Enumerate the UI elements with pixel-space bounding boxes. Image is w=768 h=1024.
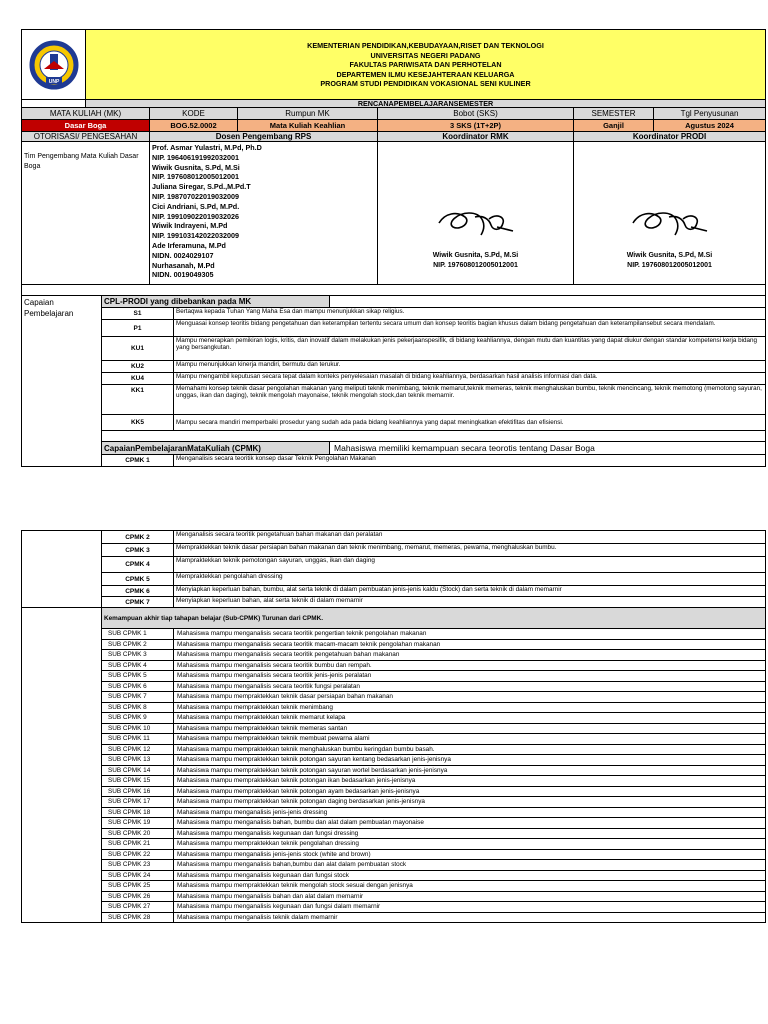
label-otorisasi: OTORISASI/ PENGESAHAN	[22, 132, 150, 142]
sub-cpmk-code: SUB CPMK 23	[102, 860, 174, 871]
sub-cpmk-code: SUB CPMK 11	[102, 734, 174, 745]
institution-header	[86, 30, 766, 100]
sub-cpmk-text: Mahasiswa mampu menganalisis secara teoritik pengertian teknik pengolahan makanan	[174, 629, 766, 640]
dosen-line: NIDN. 0024029107	[152, 250, 214, 260]
cpmk-text: Menganalisis secara teoritik konsep dasar Teknik Pengolahan Makanan	[174, 455, 766, 467]
sub-cpmk-code: SUB CPMK 16	[102, 786, 174, 797]
cpmk-summary: Mahasiswa memiliki kemampuan secara teorotis tentang Dasar Boga	[330, 442, 766, 455]
sub-cpmk-code: SUB CPMK 21	[102, 839, 174, 850]
capaian-label: Capaian Pembelajaran	[22, 296, 102, 467]
faculty-line: FAKULTAS PARIWISATA DAN PERHOTELAN	[349, 60, 502, 70]
sub-cpmk-text: Mahasiswa mampu menganalisis kegunaan dan fungsi dalam memarnir	[174, 902, 766, 913]
cpmk-text: Mampraktekkan teknik pemotongan sayuran, unggas, ikan dan daging	[174, 557, 766, 573]
cpl-code: S1	[102, 308, 174, 320]
team-label: Tim Pengembang Mata Kuliah Dasar Boga	[22, 142, 150, 285]
dosen-line: NIP. 199109022019032026	[152, 211, 239, 221]
dosen-line: Ade Irferamuna, M.Pd	[152, 240, 226, 250]
sub-cpmk-code: SUB CPMK 7	[102, 692, 174, 703]
sub-cpmk-code: SUB CPMK 6	[102, 681, 174, 692]
document-title: RENCANAPEMBELAJARANSEMESTER	[86, 100, 766, 108]
label-semester: SEMESTER	[574, 108, 654, 120]
cpl-text: Memahami konsep teknik dasar pengolahan makanan yang meliputi teknik menimbang, teknik memarut,teknik memeras, teknik menghaluskan bumbu, teknik mencincang, teknik memotong (memotong sayuran, unggas, ikan dan daging), teknik mengolah mayonaise, teknik mengolah stock,dan teknik memarnir.	[174, 385, 766, 415]
dosen-line: Cici Andriani, S.Pd, M.Pd.	[152, 201, 240, 211]
sub-cpmk-text: Mahasiswa mampu mempraktekkan teknik potongan sayuran kentang bedasarkan jenis-jenisnya	[174, 755, 766, 766]
cpl-code: KU2	[102, 361, 174, 373]
cpmk-text: Menganalisis secara teoritik pengetahuan bahan makanan dan peralatan	[174, 531, 766, 544]
dosen-line: Juliana Siregar, S.Pd.,M.Pd.T	[152, 182, 251, 192]
sub-cpmk-code: SUB CPMK 12	[102, 744, 174, 755]
sub-cpmk-code: SUB CPMK 10	[102, 723, 174, 734]
sub-cpmk-text: Mahasiswa mampu menganalisis bahan, bumbu dan alat dalam pembuatan mayonaise	[174, 818, 766, 829]
rmk-name: Wiwik Gusnita, S.Pd, M.Si	[432, 252, 519, 259]
dosen-line: NIP. 199103142022032009	[152, 231, 239, 241]
cpl-text: Mampu mengambil keputusan secara tepat dalam konteks penyelesaian masalah di bidang keahliannya, berdasarkan hasil analisis informasi dan data.	[174, 373, 766, 385]
dosen-line: Wiwik Gusnita, S.Pd, M.Si	[152, 162, 240, 172]
sub-cpmk-text: Mahasiswa mampu mempraktekkan teknik membuat pewarna alami	[174, 734, 766, 745]
cpl-text: Menguasai konsep teoritis bidang pengetahuan dan keterampilan tertentu secara umum dan konsep teoritis bagian khusus dalam bidang pengetahuan dan keterampilansebut secara mendalam.	[174, 320, 766, 337]
capaian-table	[21, 295, 766, 467]
university-logo	[24, 35, 84, 95]
rmk-nip: NIP. 197608012005012001	[433, 261, 518, 269]
sub-cpmk-code: SUB CPMK 24	[102, 870, 174, 881]
label-mata-kuliah: MATA KULIAH (MK)	[22, 108, 150, 120]
sub-cpmk-text: Mahasiswa mampu mempraktekkan teknik potongan sayuran wortel berdasarkan jenis-jenisnya	[174, 765, 766, 776]
sub-cpmk-text: Mahasiswa mampu mempraktekkan teknik mengolah stock sesuai dengan jenisnya	[174, 881, 766, 892]
sub-cpmk-text: Mahasiswa mampu mempraktekkan teknik menghaluskan bumbu keringdan bumbu basah.	[174, 744, 766, 755]
logo-text: UNP	[48, 78, 59, 85]
sub-cpmk-code: SUB CPMK 17	[102, 797, 174, 808]
sub-cpmk-code: SUB CPMK 28	[102, 912, 174, 923]
sub-cpmk-text: Mahasiswa mampu mempraktekkan teknik memarut kelapa	[174, 713, 766, 724]
sub-cpmk-code: SUB CPMK 1	[102, 629, 174, 640]
cpmk-code: CPMK 3	[102, 544, 174, 557]
sub-cpmk-code: SUB CPMK 22	[102, 849, 174, 860]
value-kode: BOG.52.0002	[150, 120, 238, 132]
sub-cpmk-text: Mahasiswa mampu menganalisis secara teoritik macam-macam teknik pengolahan makanan	[174, 639, 766, 650]
cpmk-title: CapaianPembelajaranMataKuliah (CPMK)	[102, 442, 330, 455]
cpmk-code: CPMK 2	[102, 531, 174, 544]
program-line: PROGRAM STUDI PENDIDIKAN VOKASIONAL SENI KULINER	[320, 79, 531, 89]
label-koordinator-prodi: Koordinator PRODI	[574, 132, 766, 142]
sub-cpmk-text: Mahasiswa mampu menganalisis secara teoritik fungsi peralatan	[174, 681, 766, 692]
sub-cpmk-code: SUB CPMK 18	[102, 807, 174, 818]
value-rumpun: Mata Kuliah Keahlian	[238, 120, 378, 132]
sub-cpmk-code: SUB CPMK 2	[102, 639, 174, 650]
ministry-line: KEMENTERIAN PENDIDIKAN,KEBUDAYAAN,RISET DAN TEKNOLOGI	[307, 41, 544, 51]
sub-cpmk-text: Mahasiswa mampu menganalisis kegunaan dan fungsi stock	[174, 870, 766, 881]
sub-cpmk-code: SUB CPMK 9	[102, 713, 174, 724]
sub-cpmk-text: Mahasiswa mampu menganalisis secara teoritik jenis-jenis peralatan	[174, 671, 766, 682]
value-mata-kuliah: Dasar Boga	[22, 120, 150, 132]
sub-cpmk-code: SUB CPMK 19	[102, 818, 174, 829]
sub-cpmk-text: Mahasiswa mampu menganalisis teknik dalam memarnir	[174, 912, 766, 923]
sub-cpmk-code: SUB CPMK 3	[102, 650, 174, 661]
sub-cpmk-code: SUB CPMK 27	[102, 902, 174, 913]
cpl-code: KK5	[102, 415, 174, 431]
cpmk-table	[21, 530, 766, 923]
sub-cpmk-code: SUB CPMK 20	[102, 828, 174, 839]
cpl-text: Mampu secara mandiri memperbaiki prosedur yang sudah ada pada bidang keahliannya yang dapat meningkatkan efektifitas dan efisiensi.	[174, 415, 766, 431]
dosen-line: NIDN. 0019049305	[152, 270, 214, 280]
sub-cpmk-code: SUB CPMK 25	[102, 881, 174, 892]
sub-cpmk-text: Mahasiswa mampu menganalisis secara teoritik bumbu dan rempah.	[174, 660, 766, 671]
value-semester: Ganjil	[574, 120, 654, 132]
label-tgl: Tgl Penyusunan	[654, 108, 766, 120]
cpl-text: Bertaqwa kepada Tuhan Yang Maha Esa dan mampu menunjukkan sikap religius.	[174, 308, 766, 320]
dosen-list	[150, 142, 378, 285]
cpl-text: Mampu menerapkan pemikiran logis, kritis, dan inovatif dalam melakukan jenis pekerjaanspesifik, di bidang keahliannya, dengan mutu dan kuantitas yang dapat diukur dengan standar kompetensi kerja bidang yang bersangkutan.	[174, 337, 766, 361]
label-kode: KODE	[150, 108, 238, 120]
sub-cpmk-code: SUB CPMK 15	[102, 776, 174, 787]
prodi-name: Wiwik Gusnita, S.Pd, M.Si	[626, 252, 713, 259]
cpl-code: P1	[102, 320, 174, 337]
sub-cpmk-text: Mahasiswa mampu menganalisis bahan dan alat dalam memarnir	[174, 891, 766, 902]
label-koordinator-rmk: Koordinator RMK	[378, 132, 574, 142]
sub-cpmk-title: Kemampuan akhir tiap tahapan belajar (Sub-CPMK) Turunan dari CPMK.	[102, 608, 766, 629]
sub-cpmk-text: Mahasiswa mampu mempraktekkan teknik menimbang	[174, 702, 766, 713]
cpl-code: KU4	[102, 373, 174, 385]
rmk-signature-block	[378, 142, 574, 285]
sub-cpmk-code: SUB CPMK 5	[102, 671, 174, 682]
sub-cpmk-code: SUB CPMK 4	[102, 660, 174, 671]
label-rumpun: Rumpun MK	[238, 108, 378, 120]
sub-cpmk-text: Mahasiswa mampu menganalisis secara teoritik pengetahuan bahan makanan	[174, 650, 766, 661]
prodi-nip: NIP. 197608012005012001	[627, 261, 712, 269]
sub-cpmk-text: Mahasiswa mampu menganalisis jenis-jenis dressing	[174, 807, 766, 818]
sub-cpmk-text: Mahasiswa mampu mempraktekkan teknik pengolahan dressing	[174, 839, 766, 850]
university-line: UNIVERSITAS NEGERI PADANG	[370, 50, 481, 60]
prodi-signature-block	[574, 142, 766, 285]
prodi-signature	[625, 201, 715, 245]
sub-cpmk-text: Mahasiswa mampu mempraktekkan teknik potongan daging berdasarkan jenis-jenisnya	[174, 797, 766, 808]
cpmk-code: CPMK 7	[102, 597, 174, 608]
cpmk-code: CPMK 1	[102, 455, 174, 467]
sub-cpmk-text: Mahasiswa mampu mempraktekkan teknik memeras santan	[174, 723, 766, 734]
dosen-line: NIP. 197608012005012001	[152, 172, 239, 182]
sub-cpmk-code: SUB CPMK 8	[102, 702, 174, 713]
cpmk-code: CPMK 5	[102, 573, 174, 586]
cpl-text: Mampu menunjukkan kinerja mandiri, bermutu dan terukur.	[174, 361, 766, 373]
cpl-title: CPL-PRODI yang dibebankan pada MK	[102, 296, 330, 308]
cpmk-text: Mempraktekkan teknik dasar persiapan bahan makanan dan teknik menimbang, memarut, memeras, pewarna, menghaluskan bumbu.	[174, 544, 766, 557]
cpmk-text: Mempraktekkan pengolahan dressing	[174, 573, 766, 586]
rps-header-table	[21, 29, 766, 296]
logo-cell	[22, 30, 86, 100]
dosen-line: Prof. Asmar Yulastri, M.Pd, Ph.D	[152, 143, 262, 152]
cpmk-code: CPMK 4	[102, 557, 174, 573]
value-tgl: Agustus 2024	[654, 120, 766, 132]
rmk-signature	[431, 201, 521, 245]
dosen-line: NIP. 196406191992032001	[152, 152, 239, 162]
sub-cpmk-text: Mahasiswa mampu menganalisis kegunaan dan fungsi dressing	[174, 828, 766, 839]
cpl-code: KU1	[102, 337, 174, 361]
sub-cpmk-text: Mahasiswa mampu mempraktekkan teknik potongan ikan bedasarkan jenis-jenisnya	[174, 776, 766, 787]
sub-cpmk-code: SUB CPMK 26	[102, 891, 174, 902]
dosen-line: Nurhasanah, M.Pd	[152, 260, 215, 270]
cpmk-text: Menyiapkan keperluan bahan, bumbu, alat serta teknik di dalam pembuatan jenis-jenis kaldu (Stock) dan serta teknik di dalam memarnir	[174, 586, 766, 597]
sub-cpmk-code: SUB CPMK 13	[102, 755, 174, 766]
dosen-line: Wiwik Indrayeni, M.Pd	[152, 221, 228, 231]
label-dosen-pengembang: Dosen Pengembang RPS	[150, 132, 378, 142]
page-2	[21, 530, 765, 923]
dosen-line: NIP. 198707022019032009	[152, 191, 239, 201]
page-1	[21, 29, 765, 467]
sub-cpmk-text: Mahasiswa mampu mempraktekkan teknik dasar persiapan bahan makanan	[174, 692, 766, 703]
cpl-code: KK1	[102, 385, 174, 415]
value-bobot: 3 SKS (1T+2P)	[378, 120, 574, 132]
cpmk-text: Menyiapkan keperluan bahan, alat serta teknik di dalam memarnir	[174, 597, 766, 608]
department-line: DEPARTEMEN ILMU KESEJAHTERAAN KELUARGA	[336, 69, 515, 79]
sub-cpmk-text: Mahasiswa mampu mempraktekkan teknik potongan ayam bedasarkan jenis-jenisnya	[174, 786, 766, 797]
sub-cpmk-text: Mahasiswa mampu menganalisis bahan,bumbu dan alat dalam pembuatan stock	[174, 860, 766, 871]
cpmk-code: CPMK 6	[102, 586, 174, 597]
label-bobot: Bobot (SKS)	[378, 108, 574, 120]
sub-cpmk-code: SUB CPMK 14	[102, 765, 174, 776]
sub-cpmk-text: Mahasiswa mampu menganalisis jenis-jenis stock (white and brown)	[174, 849, 766, 860]
